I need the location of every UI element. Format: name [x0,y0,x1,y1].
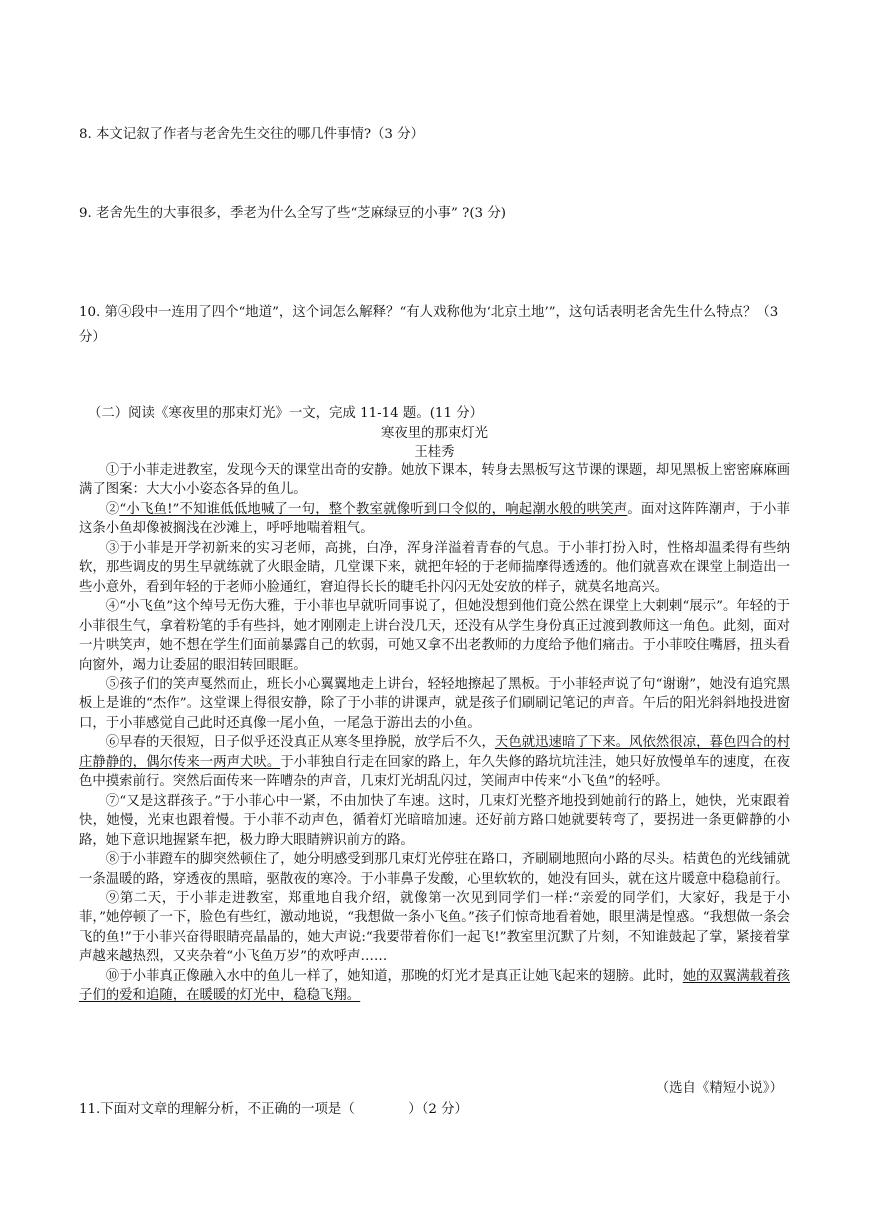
paragraph-2-underlined: “小飞鱼!”不知谁低低地喊了一句，整个教室就像听到口令似的，响起潮水般的哄笑声 [119,501,628,517]
paragraph-7: ⑦“又是这群孩子。”于小菲心中一紧，不由加快了车速。这时，几束灯光整齐地投到她前行的路上，她快，光束跟着快，她慢，光束也跟着慢。于小菲不动声色，循着灯光暗暗加速。还好前方路口她就要转弯了，要拐进一条更僻静的小路，她下意识地握紧车把，极力睁大眼睛辨识前方的路。 [79,793,790,848]
paragraph-2-lead: ② [105,501,120,517]
paragraph-2 [79,500,790,539]
paragraph-3: ③于小菲是开学初新来的实习老师，高挑，白净，浑身洋溢着青春的气息。于小菲打扮入时，性格却温柔得有些纳软，那些调皮的男生早就练就了火眼金睛，几堂课下来，就把年轻的于老师揣摩得透透的。他们就喜欢在课堂上制造出一些小意外，看到年轻的于老师小脸通红，窘迫得长长的睫毛扑闪闪无处安放的样子，就莫名地高兴。 [79,540,790,595]
paragraph-9: ⑨第二天，于小菲走进教室，郑重地自我介绍，就像第一次见到同学们一样:“亲爱的同学们，大家好，我是于小菲，”她停顿了一下，脸色有些红，激动地说，“我想做一条小飞鱼。”孩子们惊奇地看着她，眼里满是惶惑。“我想做一条会飞的鱼!”于小菲兴奋得眼睛亮晶晶的，她大声说:“我要带着你们一起飞!”教室里沉默了片刻，不知谁鼓起了掌，紧接着掌声越来越热烈，又夹杂着“小飞鱼万岁”的欢呼声…… [79,890,790,965]
paragraph-2-rest: 。面对这阵阵潮声，于小菲这条小鱼却像被搁浅在沙滩上，呼呼地喘着粗气。 [79,501,791,537]
question-10: 10. 第④段中一连用了四个“地道”，这个词怎么解释？“有人戏称他为‘北京土地’”，这句话表明老舍先生什么特点？（3 分） [79,305,779,345]
paragraph-1: ①于小菲走进教室，发现今天的课堂出奇的安静。她放下课本，转身去黑板写这节课的课题，却见黑板上密密麻麻画满了图案：大大小小姿态各异的鱼儿。 [79,463,790,498]
article-body [79,461,790,1006]
paragraph-6-underlined: 天色就迅速暗了下来。风依然很凉，暮色四合的村庄静静的，偶尔传来一两声犬吠。 [79,735,791,770]
paragraph-6-lead: ⑥早春的天很短，日子似乎还没真正从寒冬里挣脱，放学后不久， [105,735,495,751]
paragraph-6 [79,733,790,791]
question-9: 9. 老舍先生的大事很多，季老为什么全写了些“芝麻绿豆的小事” ?(3 分) [79,206,506,221]
source-note: （选自《精短小说》） [655,1081,783,1096]
article-title: 寒夜里的那束灯光 [380,426,489,441]
article-author: 王桂秀 [414,445,455,460]
paragraph-5: ⑤孩子们的笑声戛然而止，班长小心翼翼地走上讲台，轻轻地擦起了黑板。于小菲轻声说了句“谢谢”，她没有追究黑板上是谁的“杰作”。这堂课上得很安静，除了于小菲的讲课声，就是孩子们刷刷记笔记的声音。午后的阳光斜斜地投进窗口，于小菲感觉自己此时还真像一尾小鱼，一尾急于游出去的小鱼。 [79,676,790,731]
question-11: 11.下面对文章的理解分析，不正确的一项是（ ）（2 分） [79,1102,468,1117]
section-heading: （二）阅读《寒夜里的那束灯光》一文，完成 11-14 题。(11 分） [88,406,484,421]
paragraph-4: ④“小飞鱼”这个绰号无伤大雅，于小菲也早就听同事说了，但她没想到他们竟公然在课堂上大剌剌“展示”。年轻的于小菲很生气，拿着粉笔的手有些抖，她才刚刚走上讲台没几天，还没有从学生身份真正过渡到教师这一角色。此刻，面对一片哄笑声，她不想在学生们面前暴露自己的软弱，可她又拿不出老教师的力度给予他们痛击。于小菲咬住嘴唇，扭头看向窗外，竭力让委屈的眼泪转回眼眶。 [79,599,790,673]
question-8: 8. 本文记叙了作者与老舍先生交往的哪几件事情?（3 分） [79,127,424,142]
paragraph-10-lead: ⑩于小菲真正像融入水中的鱼儿一样了，她知道，那晚的灯光才是真正让她飞起来的翅膀。此时， [105,968,683,984]
paragraph-10-underlined: 她的双翼满载着孩子们的爱和追随，在暖暖的灯光中，稳稳飞翔。 [79,968,791,1004]
paragraph-8: ⑧于小菲蹬车的脚突然顿住了，她分明感受到那几束灯光停驻在路口，齐刷刷地照向小路的尽头。桔黄色的光线铺就一条温暖的路，穿透夜的黑暗，驱散夜的寒冷。于小菲鼻子发酸，心里软软的，她没有回头，就在这片暖意中稳稳前行。 [79,852,790,887]
paragraph-10 [79,967,790,1006]
paragraph-6-rest: 于小菲独自行走在回家的路上，年久失修的路坑坑洼洼，她只好放慢单车的速度，在夜色中摸索前行。突然后面传来一阵嘈杂的声音，几束灯光胡乱闪过，笑闹声中传来“小飞鱼”的轻呼。 [79,754,790,790]
